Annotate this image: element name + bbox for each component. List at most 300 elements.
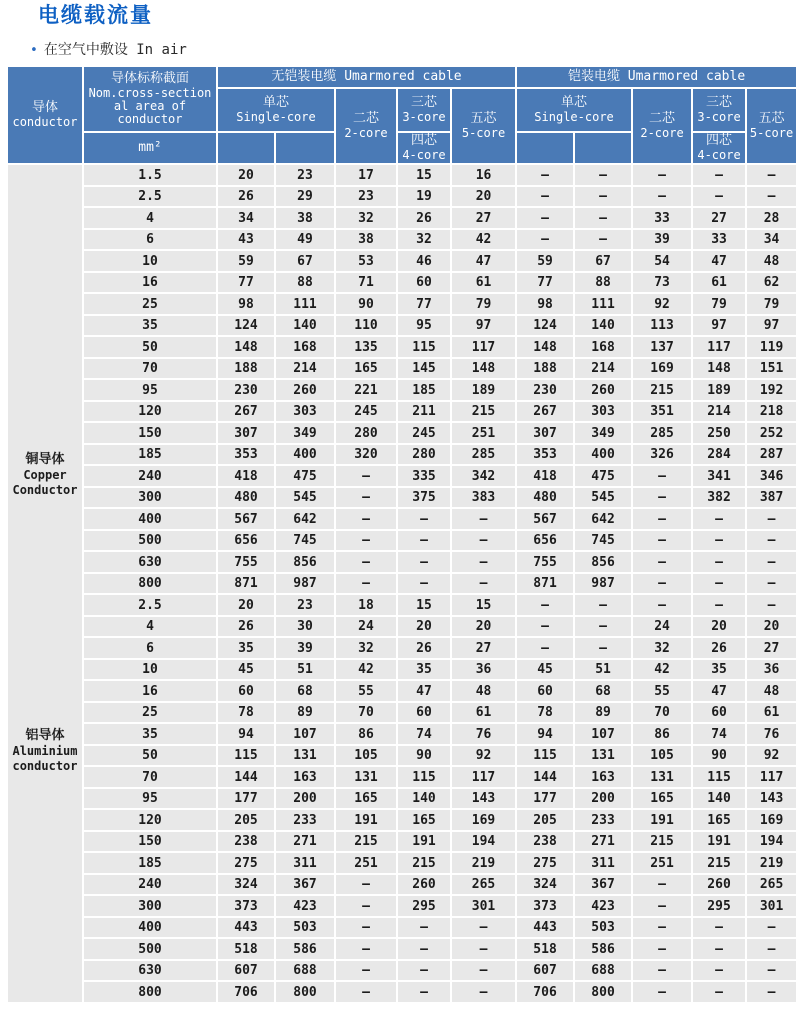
header-armored-single-core: 单芯 Single-core xyxy=(517,89,631,131)
size-cell: 185 xyxy=(84,445,216,465)
value-cell: 23 xyxy=(336,187,396,207)
value-cell: 92 xyxy=(452,746,515,766)
size-cell: 500 xyxy=(84,939,216,959)
subtitle-text: 在空气中敷设 In air xyxy=(43,42,187,59)
value-cell: – xyxy=(575,638,631,658)
value-cell: – xyxy=(575,187,631,207)
value-cell: 113 xyxy=(633,316,691,336)
table-row xyxy=(8,445,796,465)
value-cell: 349 xyxy=(276,423,334,443)
value-cell: – xyxy=(633,488,691,508)
value-cell: 79 xyxy=(693,294,745,314)
value-cell: 59 xyxy=(517,251,573,271)
value-cell: – xyxy=(452,509,515,529)
value-cell: 245 xyxy=(398,423,450,443)
value-cell: 260 xyxy=(575,380,631,400)
size-cell: 25 xyxy=(84,294,216,314)
value-cell: – xyxy=(633,531,691,551)
value-cell: 46 xyxy=(398,251,450,271)
value-cell: 275 xyxy=(517,853,573,873)
table-row xyxy=(8,552,796,572)
value-cell: 39 xyxy=(276,638,334,658)
value-cell: 215 xyxy=(336,832,396,852)
value-cell: – xyxy=(398,939,450,959)
value-cell: – xyxy=(693,961,745,981)
value-cell: 88 xyxy=(276,273,334,293)
value-cell: 60 xyxy=(398,273,450,293)
value-cell: 400 xyxy=(575,445,631,465)
value-cell: 42 xyxy=(452,230,515,250)
value-cell: 301 xyxy=(747,896,796,916)
value-cell: 189 xyxy=(693,380,745,400)
value-cell: 233 xyxy=(276,810,334,830)
value-cell: – xyxy=(336,574,396,594)
value-cell: 545 xyxy=(575,488,631,508)
table-row xyxy=(8,466,796,486)
size-cell: 6 xyxy=(84,638,216,658)
table-row xyxy=(8,294,796,314)
value-cell: – xyxy=(575,208,631,228)
value-cell: 148 xyxy=(517,337,573,357)
value-cell: 320 xyxy=(336,445,396,465)
value-cell: 73 xyxy=(633,273,691,293)
value-cell: 26 xyxy=(398,208,450,228)
value-cell: 16 xyxy=(452,165,515,185)
table-row xyxy=(8,337,796,357)
size-cell: 150 xyxy=(84,832,216,852)
size-cell: 50 xyxy=(84,337,216,357)
value-cell: 26 xyxy=(693,638,745,658)
table-row xyxy=(8,208,796,228)
value-cell: 260 xyxy=(398,875,450,895)
section-subtitle xyxy=(30,39,800,59)
value-cell: – xyxy=(452,918,515,938)
value-cell: 59 xyxy=(218,251,274,271)
value-cell: 36 xyxy=(747,660,796,680)
value-cell: 79 xyxy=(452,294,515,314)
value-cell: 39 xyxy=(633,230,691,250)
value-cell: – xyxy=(693,187,745,207)
value-cell: 78 xyxy=(517,703,573,723)
size-cell: 25 xyxy=(84,703,216,723)
header-armored-single-sub1 xyxy=(517,133,573,163)
value-cell: 67 xyxy=(276,251,334,271)
value-cell: – xyxy=(517,187,573,207)
table-row xyxy=(8,509,796,529)
value-cell: 148 xyxy=(693,359,745,379)
value-cell: – xyxy=(747,961,796,981)
value-cell: 117 xyxy=(693,337,745,357)
value-cell: – xyxy=(336,552,396,572)
value-cell: 545 xyxy=(276,488,334,508)
value-cell: 124 xyxy=(517,316,573,336)
value-cell: – xyxy=(517,638,573,658)
value-cell: 656 xyxy=(517,531,573,551)
value-cell: 26 xyxy=(218,187,274,207)
value-cell: 54 xyxy=(633,251,691,271)
value-cell: 518 xyxy=(218,939,274,959)
value-cell: 98 xyxy=(218,294,274,314)
size-cell: 150 xyxy=(84,423,216,443)
value-cell: 47 xyxy=(398,681,450,701)
value-cell: 48 xyxy=(747,681,796,701)
value-cell: 165 xyxy=(633,789,691,809)
value-cell: – xyxy=(633,509,691,529)
value-cell: 260 xyxy=(693,875,745,895)
value-cell: 20 xyxy=(218,595,274,615)
value-cell: 745 xyxy=(276,531,334,551)
value-cell: – xyxy=(517,208,573,228)
value-cell: 353 xyxy=(218,445,274,465)
value-cell: 194 xyxy=(747,832,796,852)
value-cell: – xyxy=(398,574,450,594)
value-cell: 219 xyxy=(452,853,515,873)
value-cell: 443 xyxy=(517,918,573,938)
header-unarmored-4-core: 四芯 4-core xyxy=(398,133,450,163)
value-cell: 23 xyxy=(276,165,334,185)
value-cell: 97 xyxy=(747,316,796,336)
value-cell: 260 xyxy=(276,380,334,400)
value-cell: – xyxy=(747,982,796,1002)
table-row xyxy=(8,187,796,207)
value-cell: – xyxy=(693,982,745,1002)
value-cell: 856 xyxy=(276,552,334,572)
value-cell: 367 xyxy=(575,875,631,895)
header-nominal-en3: conductor xyxy=(117,112,183,127)
value-cell: 74 xyxy=(693,724,745,744)
value-cell: 475 xyxy=(575,466,631,486)
value-cell: 165 xyxy=(398,810,450,830)
value-cell: 284 xyxy=(693,445,745,465)
value-cell: 137 xyxy=(633,337,691,357)
value-cell: 271 xyxy=(276,832,334,852)
value-cell: 97 xyxy=(452,316,515,336)
bullet-icon: • xyxy=(30,43,38,59)
value-cell: 27 xyxy=(452,208,515,228)
value-cell: 26 xyxy=(218,617,274,637)
value-cell: 20 xyxy=(693,617,745,637)
header-unarmored-single-sub2 xyxy=(276,133,334,163)
value-cell: 115 xyxy=(218,746,274,766)
size-cell: 70 xyxy=(84,767,216,787)
value-cell: 19 xyxy=(398,187,450,207)
value-cell: 76 xyxy=(747,724,796,744)
value-cell: – xyxy=(336,918,396,938)
size-cell: 185 xyxy=(84,853,216,873)
value-cell: 111 xyxy=(575,294,631,314)
value-cell: 60 xyxy=(693,703,745,723)
size-cell: 35 xyxy=(84,316,216,336)
value-cell: 518 xyxy=(517,939,573,959)
value-cell: 191 xyxy=(693,832,745,852)
value-cell: – xyxy=(336,531,396,551)
size-cell: 800 xyxy=(84,574,216,594)
value-cell: – xyxy=(452,552,515,572)
value-cell: 607 xyxy=(218,961,274,981)
value-cell: – xyxy=(693,595,745,615)
value-cell: 375 xyxy=(398,488,450,508)
value-cell: 503 xyxy=(575,918,631,938)
table-row xyxy=(8,767,796,787)
value-cell: 90 xyxy=(693,746,745,766)
value-cell: 745 xyxy=(575,531,631,551)
value-cell: 567 xyxy=(218,509,274,529)
value-cell: 43 xyxy=(218,230,274,250)
table-row xyxy=(8,638,796,658)
value-cell: – xyxy=(747,574,796,594)
value-cell: – xyxy=(336,896,396,916)
value-cell: 303 xyxy=(575,402,631,422)
size-cell: 35 xyxy=(84,724,216,744)
value-cell: 219 xyxy=(747,853,796,873)
value-cell: 18 xyxy=(336,595,396,615)
value-cell: 475 xyxy=(276,466,334,486)
header-unarmored-single-core: 单芯 Single-core xyxy=(218,89,334,131)
value-cell: 335 xyxy=(398,466,450,486)
value-cell: – xyxy=(693,165,745,185)
value-cell: – xyxy=(452,574,515,594)
value-cell: 15 xyxy=(398,595,450,615)
table-row xyxy=(8,617,796,637)
value-cell: 36 xyxy=(452,660,515,680)
value-cell: – xyxy=(747,187,796,207)
value-cell: 295 xyxy=(693,896,745,916)
value-cell: 688 xyxy=(276,961,334,981)
size-cell: 400 xyxy=(84,918,216,938)
size-cell: 400 xyxy=(84,509,216,529)
value-cell: 27 xyxy=(747,638,796,658)
table-row xyxy=(8,230,796,250)
value-cell: 188 xyxy=(517,359,573,379)
table-row xyxy=(8,896,796,916)
value-cell: – xyxy=(747,552,796,572)
value-cell: 88 xyxy=(575,273,631,293)
table-row xyxy=(8,402,796,422)
value-cell: 115 xyxy=(398,767,450,787)
value-cell: 168 xyxy=(575,337,631,357)
value-cell: 131 xyxy=(276,746,334,766)
header-conductor xyxy=(8,67,82,163)
value-cell: 295 xyxy=(398,896,450,916)
value-cell: 98 xyxy=(517,294,573,314)
value-cell: 23 xyxy=(276,595,334,615)
value-cell: 251 xyxy=(336,853,396,873)
value-cell: 303 xyxy=(276,402,334,422)
size-cell: 800 xyxy=(84,982,216,1002)
value-cell: – xyxy=(693,574,745,594)
value-cell: 20 xyxy=(452,617,515,637)
value-cell: 90 xyxy=(398,746,450,766)
value-cell: 20 xyxy=(398,617,450,637)
value-cell: 311 xyxy=(276,853,334,873)
capacity-table xyxy=(6,65,798,1004)
value-cell: 60 xyxy=(398,703,450,723)
value-cell: 267 xyxy=(517,402,573,422)
value-cell: 194 xyxy=(452,832,515,852)
value-cell: 92 xyxy=(747,746,796,766)
value-cell: 140 xyxy=(575,316,631,336)
value-cell: – xyxy=(633,961,691,981)
value-cell: 324 xyxy=(517,875,573,895)
value-cell: – xyxy=(336,466,396,486)
value-cell: 117 xyxy=(452,337,515,357)
value-cell: – xyxy=(517,617,573,637)
value-cell: – xyxy=(747,531,796,551)
value-cell: – xyxy=(517,595,573,615)
value-cell: – xyxy=(693,531,745,551)
value-cell: 45 xyxy=(517,660,573,680)
value-cell: 131 xyxy=(575,746,631,766)
size-cell: 10 xyxy=(84,251,216,271)
table-row xyxy=(8,359,796,379)
value-cell: 17 xyxy=(336,165,396,185)
value-cell: 271 xyxy=(575,832,631,852)
table-row xyxy=(8,853,796,873)
value-cell: 307 xyxy=(517,423,573,443)
header-unarmored-5-core: 五芯 5-core xyxy=(452,89,515,163)
value-cell: 755 xyxy=(218,552,274,572)
value-cell: 94 xyxy=(218,724,274,744)
value-cell: – xyxy=(633,552,691,572)
value-cell: 423 xyxy=(575,896,631,916)
value-cell: 987 xyxy=(276,574,334,594)
value-cell: 200 xyxy=(276,789,334,809)
value-cell: – xyxy=(633,918,691,938)
header-nominal-en2: al area of xyxy=(113,99,187,114)
value-cell: 251 xyxy=(633,853,691,873)
value-cell: 987 xyxy=(575,574,631,594)
table-row xyxy=(8,703,796,723)
value-cell: – xyxy=(452,982,515,1002)
value-cell: 191 xyxy=(398,832,450,852)
value-cell: 117 xyxy=(452,767,515,787)
value-cell: 47 xyxy=(452,251,515,271)
value-cell: 74 xyxy=(398,724,450,744)
value-cell: 78 xyxy=(218,703,274,723)
value-cell: – xyxy=(336,509,396,529)
size-cell: 6 xyxy=(84,230,216,250)
value-cell: 503 xyxy=(276,918,334,938)
value-cell: – xyxy=(633,187,691,207)
header-group-armored: 铠装电缆 Umarmored cable xyxy=(517,67,796,87)
value-cell: 169 xyxy=(633,359,691,379)
table-row xyxy=(8,488,796,508)
value-cell: – xyxy=(633,466,691,486)
table-row xyxy=(8,724,796,744)
value-cell: – xyxy=(517,165,573,185)
value-cell: – xyxy=(693,552,745,572)
value-cell: 79 xyxy=(747,294,796,314)
value-cell: – xyxy=(398,552,450,572)
value-cell: 238 xyxy=(517,832,573,852)
value-cell: 90 xyxy=(336,294,396,314)
value-cell: 324 xyxy=(218,875,274,895)
value-cell: 47 xyxy=(693,681,745,701)
value-cell: 62 xyxy=(747,273,796,293)
value-cell: 383 xyxy=(452,488,515,508)
value-cell: 38 xyxy=(336,230,396,250)
table-row xyxy=(8,273,796,293)
value-cell: 61 xyxy=(452,703,515,723)
value-cell: 60 xyxy=(517,681,573,701)
value-cell: 51 xyxy=(575,660,631,680)
page-title: 电缆载流量 xyxy=(38,3,153,27)
value-cell: 215 xyxy=(633,832,691,852)
value-cell: 215 xyxy=(452,402,515,422)
value-cell: 49 xyxy=(276,230,334,250)
value-cell: 70 xyxy=(336,703,396,723)
value-cell: 177 xyxy=(218,789,274,809)
value-cell: – xyxy=(747,939,796,959)
size-cell: 630 xyxy=(84,552,216,572)
value-cell: 342 xyxy=(452,466,515,486)
value-cell: 26 xyxy=(398,638,450,658)
value-cell: 24 xyxy=(633,617,691,637)
value-cell: – xyxy=(633,896,691,916)
value-cell: – xyxy=(693,509,745,529)
value-cell: 105 xyxy=(633,746,691,766)
value-cell: 27 xyxy=(452,638,515,658)
value-cell: 230 xyxy=(218,380,274,400)
value-cell: 800 xyxy=(575,982,631,1002)
value-cell: 105 xyxy=(336,746,396,766)
value-cell: – xyxy=(452,961,515,981)
table-row xyxy=(8,746,796,766)
value-cell: 35 xyxy=(218,638,274,658)
table-row xyxy=(8,660,796,680)
header-conductor-en: conductor xyxy=(12,114,78,129)
size-cell: 120 xyxy=(84,402,216,422)
value-cell: 53 xyxy=(336,251,396,271)
value-cell: 35 xyxy=(398,660,450,680)
value-cell: 143 xyxy=(747,789,796,809)
value-cell: 107 xyxy=(276,724,334,744)
value-cell: 71 xyxy=(336,273,396,293)
value-cell: 32 xyxy=(336,208,396,228)
size-cell: 2.5 xyxy=(84,595,216,615)
size-cell: 2.5 xyxy=(84,187,216,207)
header-unarmored-single-sub1 xyxy=(218,133,274,163)
value-cell: 188 xyxy=(218,359,274,379)
value-cell: 48 xyxy=(747,251,796,271)
value-cell: 148 xyxy=(452,359,515,379)
value-cell: 107 xyxy=(575,724,631,744)
value-cell: 214 xyxy=(276,359,334,379)
value-cell: – xyxy=(747,595,796,615)
value-cell: 326 xyxy=(633,445,691,465)
value-cell: 68 xyxy=(575,681,631,701)
value-cell: 307 xyxy=(218,423,274,443)
value-cell: 205 xyxy=(517,810,573,830)
value-cell: 215 xyxy=(693,853,745,873)
value-cell: – xyxy=(633,875,691,895)
value-cell: – xyxy=(452,939,515,959)
size-cell: 300 xyxy=(84,896,216,916)
value-cell: 169 xyxy=(452,810,515,830)
value-cell: 191 xyxy=(633,810,691,830)
value-cell: 135 xyxy=(336,337,396,357)
size-cell: 70 xyxy=(84,359,216,379)
value-cell: – xyxy=(575,230,631,250)
header-armored-single-sub2 xyxy=(575,133,631,163)
value-cell: 48 xyxy=(452,681,515,701)
value-cell: 211 xyxy=(398,402,450,422)
table-body xyxy=(8,165,796,1002)
value-cell: – xyxy=(633,939,691,959)
value-cell: 642 xyxy=(276,509,334,529)
value-cell: 140 xyxy=(276,316,334,336)
value-cell: – xyxy=(452,531,515,551)
